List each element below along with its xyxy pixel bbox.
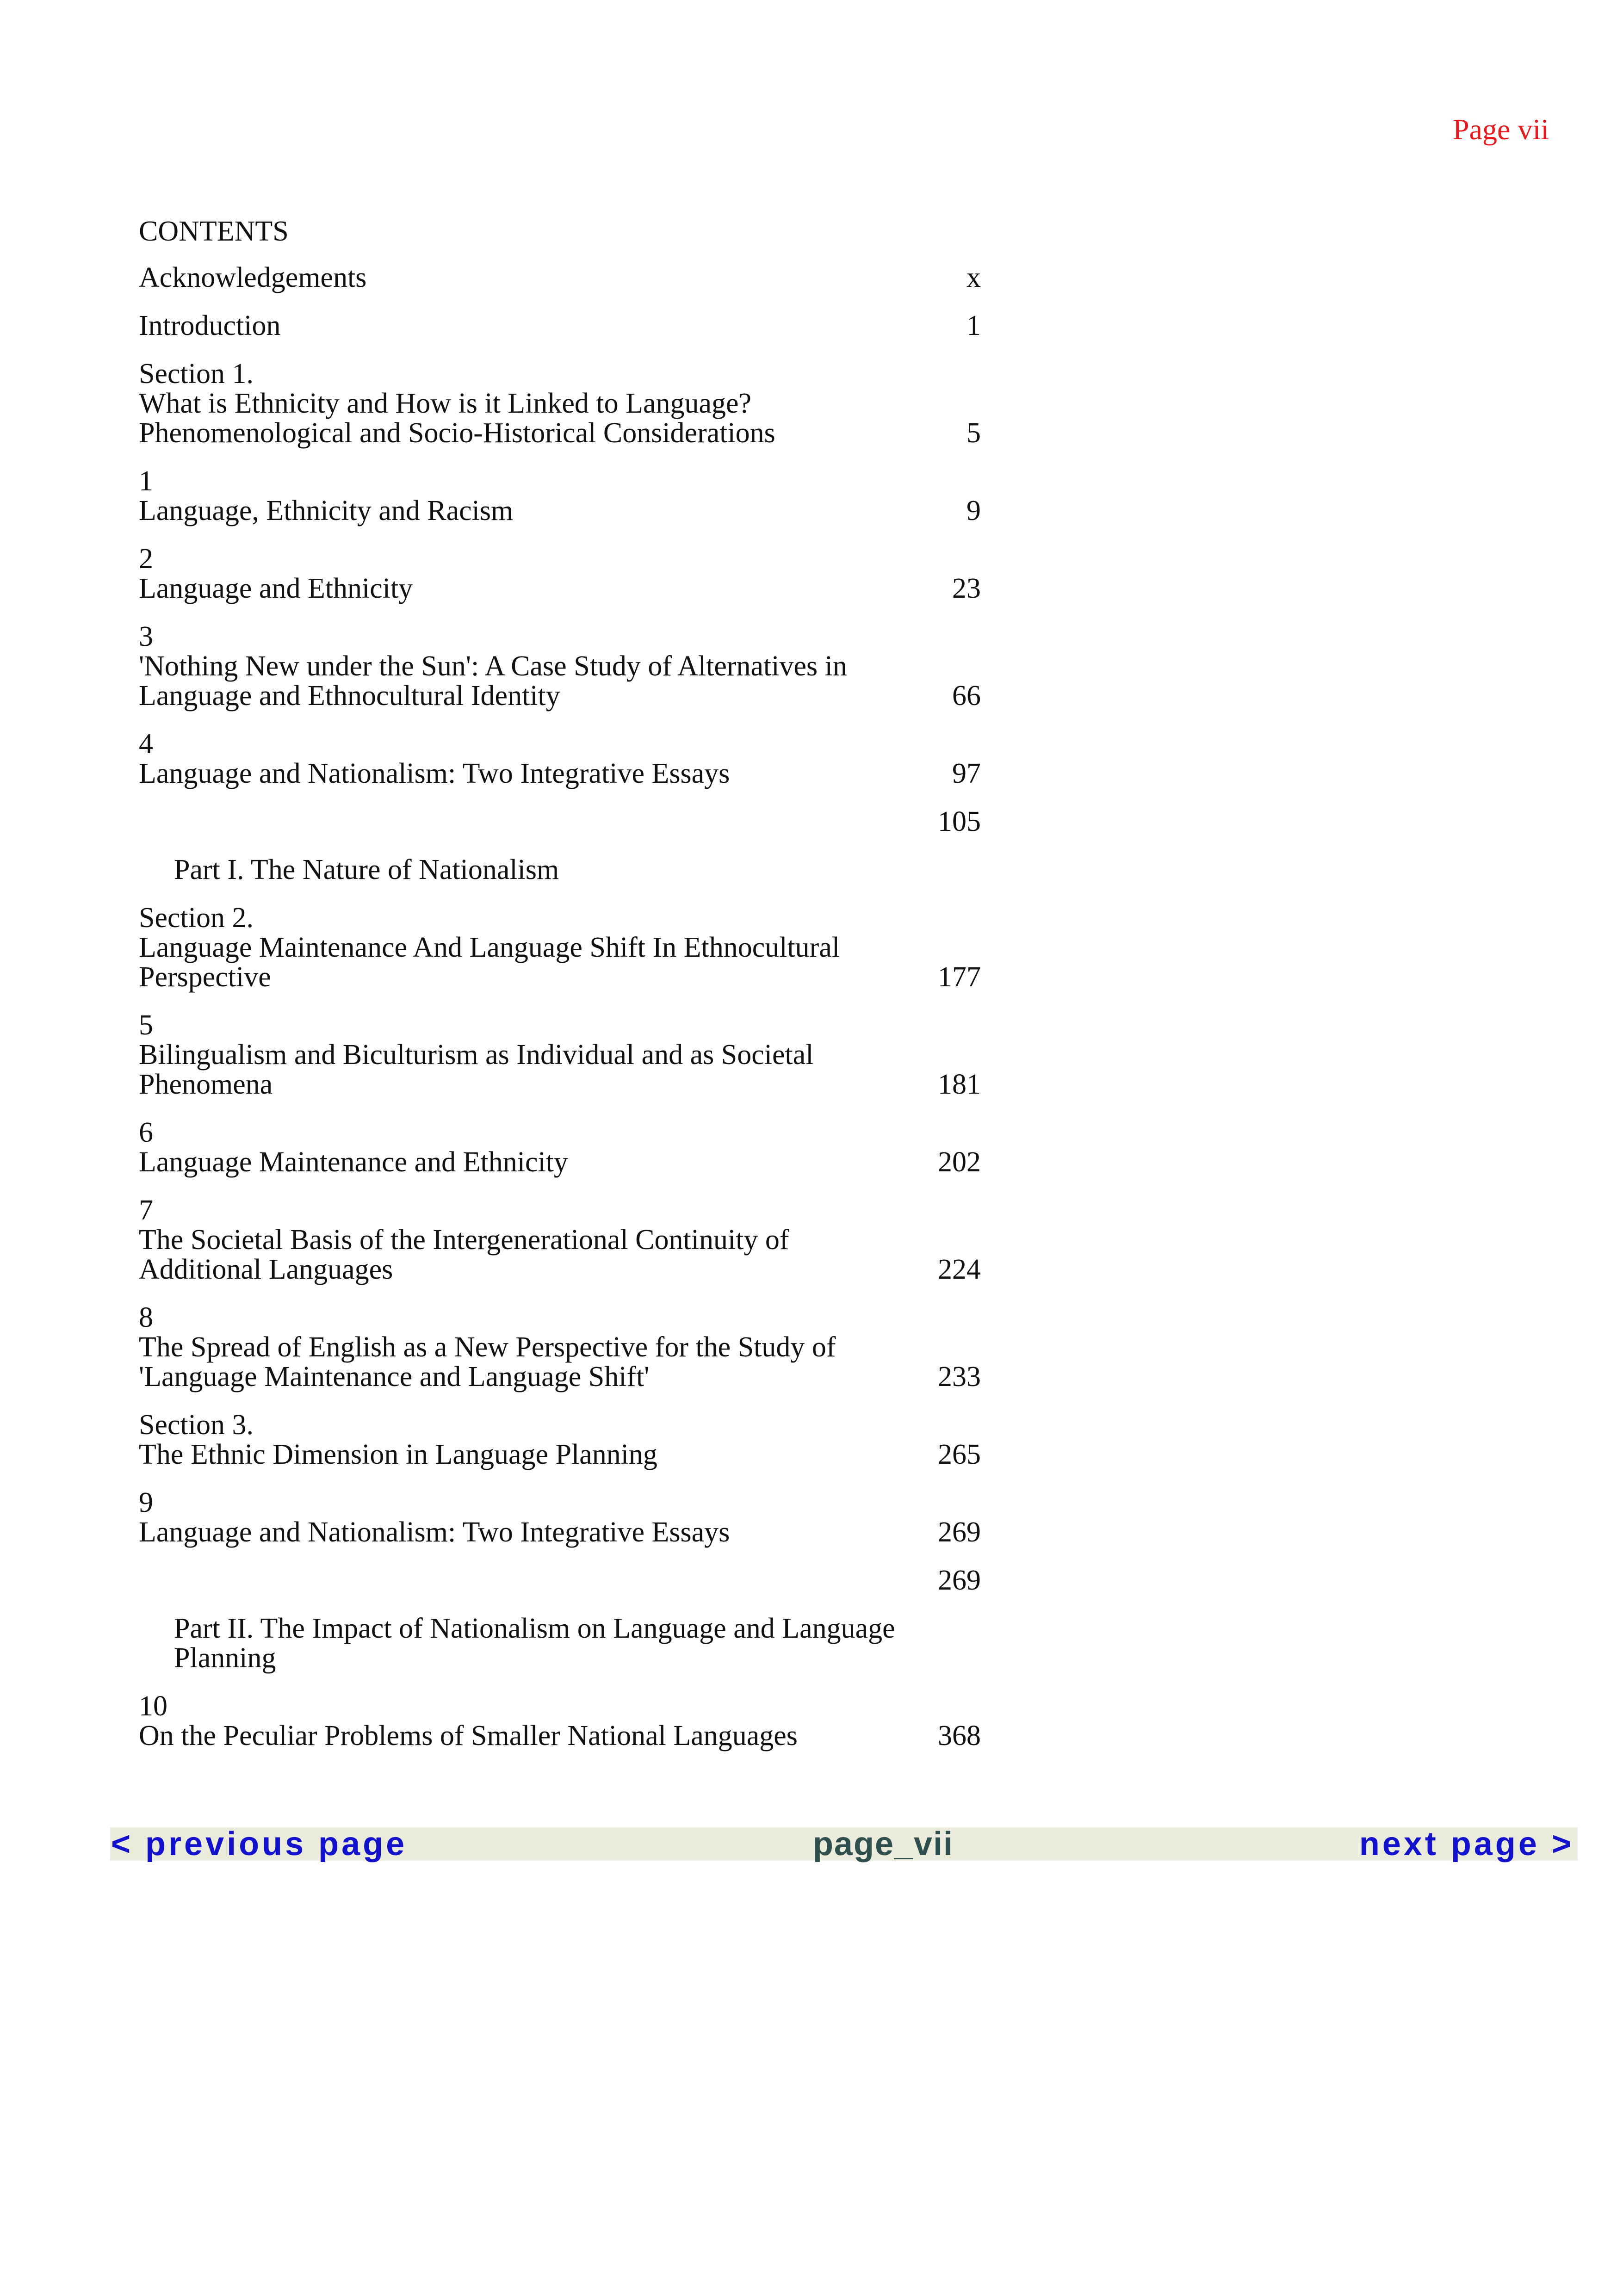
current-page-indicator: page_vii [812, 1826, 954, 1863]
toc-entry [139, 1118, 981, 1177]
toc-entry-line: Part I. The Nature of Nationalism [174, 854, 559, 885]
toc-page-number: 368 [938, 1720, 981, 1751]
toc-entry-line: Phenomenological and Socio-Historical Considerations [139, 417, 775, 449]
toc-entry-line: 10 [139, 1690, 167, 1722]
toc-page-number: 269 [938, 1516, 981, 1548]
toc-entry [139, 1691, 981, 1751]
toc-page-number: 105 [938, 806, 981, 837]
toc-entry-line: 'Nothing New under the Sun': A Case Study of Alternatives in [139, 650, 847, 682]
toc-entry [139, 622, 981, 711]
previous-page-link[interactable]: < previous page [111, 1826, 408, 1863]
toc-entry-title [139, 855, 916, 885]
toc-entry-title [139, 622, 916, 711]
toc-entry-line: 3 [139, 621, 153, 652]
toc-entry-line: 7 [139, 1194, 153, 1226]
toc-page-number: 233 [938, 1361, 981, 1392]
toc-entry [139, 359, 981, 448]
toc-entry [139, 1410, 981, 1469]
toc-entry [139, 807, 981, 836]
toc-page-number: 269 [938, 1565, 981, 1596]
toc-entry-title [139, 1691, 916, 1751]
toc-entry-title [139, 311, 916, 340]
toc-entry [139, 1488, 981, 1547]
toc-entry-line: Acknowledgements [139, 262, 367, 293]
toc-entry-title [139, 1566, 916, 1595]
toc-entry-line: 5 [139, 1009, 153, 1041]
toc-entry-line: Language Maintenance And Language Shift In Ethnocultural [139, 932, 840, 963]
toc-entry-list [139, 263, 981, 1751]
toc-entry-line: Additional Languages [139, 1254, 393, 1285]
toc-entry-title [139, 1118, 916, 1177]
toc-page-number: 5 [966, 417, 981, 449]
toc-page-number: 1 [966, 310, 981, 341]
next-page-link[interactable]: next page > [1359, 1826, 1574, 1863]
toc-entry-line: Section 1. [139, 358, 254, 390]
toc-entry-line: Phenomena [139, 1069, 273, 1100]
toc-entry [139, 903, 981, 992]
toc-entry-title [139, 807, 916, 836]
toc-entry-title [139, 1303, 916, 1392]
toc-entry [139, 1303, 981, 1392]
toc-entry-line: Section 2. [139, 902, 254, 934]
toc-entry-line: Language and Nationalism: Two Integrative Essays [139, 1516, 730, 1548]
toc-entry-title [139, 1410, 916, 1469]
toc-entry [139, 1010, 981, 1099]
toc-entry-line: On the Peculiar Problems of Smaller National Languages [139, 1720, 798, 1751]
toc-entry-line: 1 [139, 465, 153, 497]
toc-entry [139, 729, 981, 788]
toc-page-number: 177 [938, 961, 981, 993]
toc-page-number: 265 [938, 1439, 981, 1470]
toc-entry-title [139, 729, 916, 788]
toc-entry-line: What is Ethnicity and How is it Linked to Language? [139, 388, 752, 419]
toc-entry-line: Section 3. [139, 1409, 254, 1441]
toc-entry-title [139, 1614, 916, 1673]
toc-page-number: 97 [952, 758, 981, 789]
toc-entry-line: Language and Ethnicity [139, 573, 413, 604]
toc-entry [139, 466, 981, 526]
toc-entry-title [139, 466, 916, 526]
toc-entry [139, 544, 981, 603]
toc-entry-line: 2 [139, 543, 153, 575]
toc-entry-line: Introduction [139, 310, 281, 341]
toc-entry [139, 1566, 981, 1595]
toc-entry-title [139, 903, 916, 992]
toc-heading: CONTENTS [139, 216, 289, 247]
toc-entry-line: 4 [139, 728, 153, 760]
toc-entry [139, 1195, 981, 1284]
toc-entry-title [139, 263, 916, 292]
toc-entry-line: The Spread of English as a New Perspective for the Study of [139, 1331, 836, 1363]
toc-entry-title [139, 1010, 916, 1099]
toc-page-number: 23 [952, 573, 981, 604]
toc-entry-line: 'Language Maintenance and Language Shift' [139, 1361, 650, 1392]
toc-entry-line: Planning [174, 1642, 276, 1674]
toc-page-number: x [966, 262, 981, 293]
toc-part-heading [139, 1614, 981, 1673]
toc-entry-line: Language and Ethnocultural Identity [139, 680, 560, 712]
toc-entry-line: Bilingualism and Biculturism as Individual and as Societal [139, 1039, 814, 1071]
toc-entry-line: 9 [139, 1487, 153, 1518]
toc-entry-line: 8 [139, 1302, 153, 1333]
toc-entry-line: The Societal Basis of the Intergenerational Continuity of [139, 1224, 789, 1256]
toc-entry-line: Part II. The Impact of Nationalism on Language and Language [174, 1613, 895, 1644]
toc-entry-line: Perspective [139, 961, 271, 993]
toc-page-number: 181 [938, 1069, 981, 1100]
toc-entry-title [139, 544, 916, 603]
toc-entry-line: Language and Nationalism: Two Integrative Essays [139, 758, 730, 789]
toc-part-heading [139, 855, 981, 885]
page-navigation-bar [110, 1827, 1578, 1861]
toc-entry-line: Language, Ethnicity and Racism [139, 495, 514, 526]
toc-entry-line: The Ethnic Dimension in Language Planning [139, 1439, 657, 1470]
toc-page-number: 9 [966, 495, 981, 526]
toc-entry-title [139, 1195, 916, 1284]
toc-entry-title [139, 1488, 916, 1547]
toc-entry-title [139, 359, 916, 448]
toc-entry-line: 6 [139, 1117, 153, 1148]
toc-page-number: 202 [938, 1146, 981, 1178]
table-of-contents [139, 217, 981, 1769]
toc-page-number: 224 [938, 1254, 981, 1285]
toc-entry-line: Language Maintenance and Ethnicity [139, 1146, 568, 1178]
toc-entry [139, 263, 981, 292]
toc-page-number: 66 [952, 680, 981, 712]
page-label: Page vii [1453, 113, 1549, 146]
toc-entry [139, 311, 981, 340]
